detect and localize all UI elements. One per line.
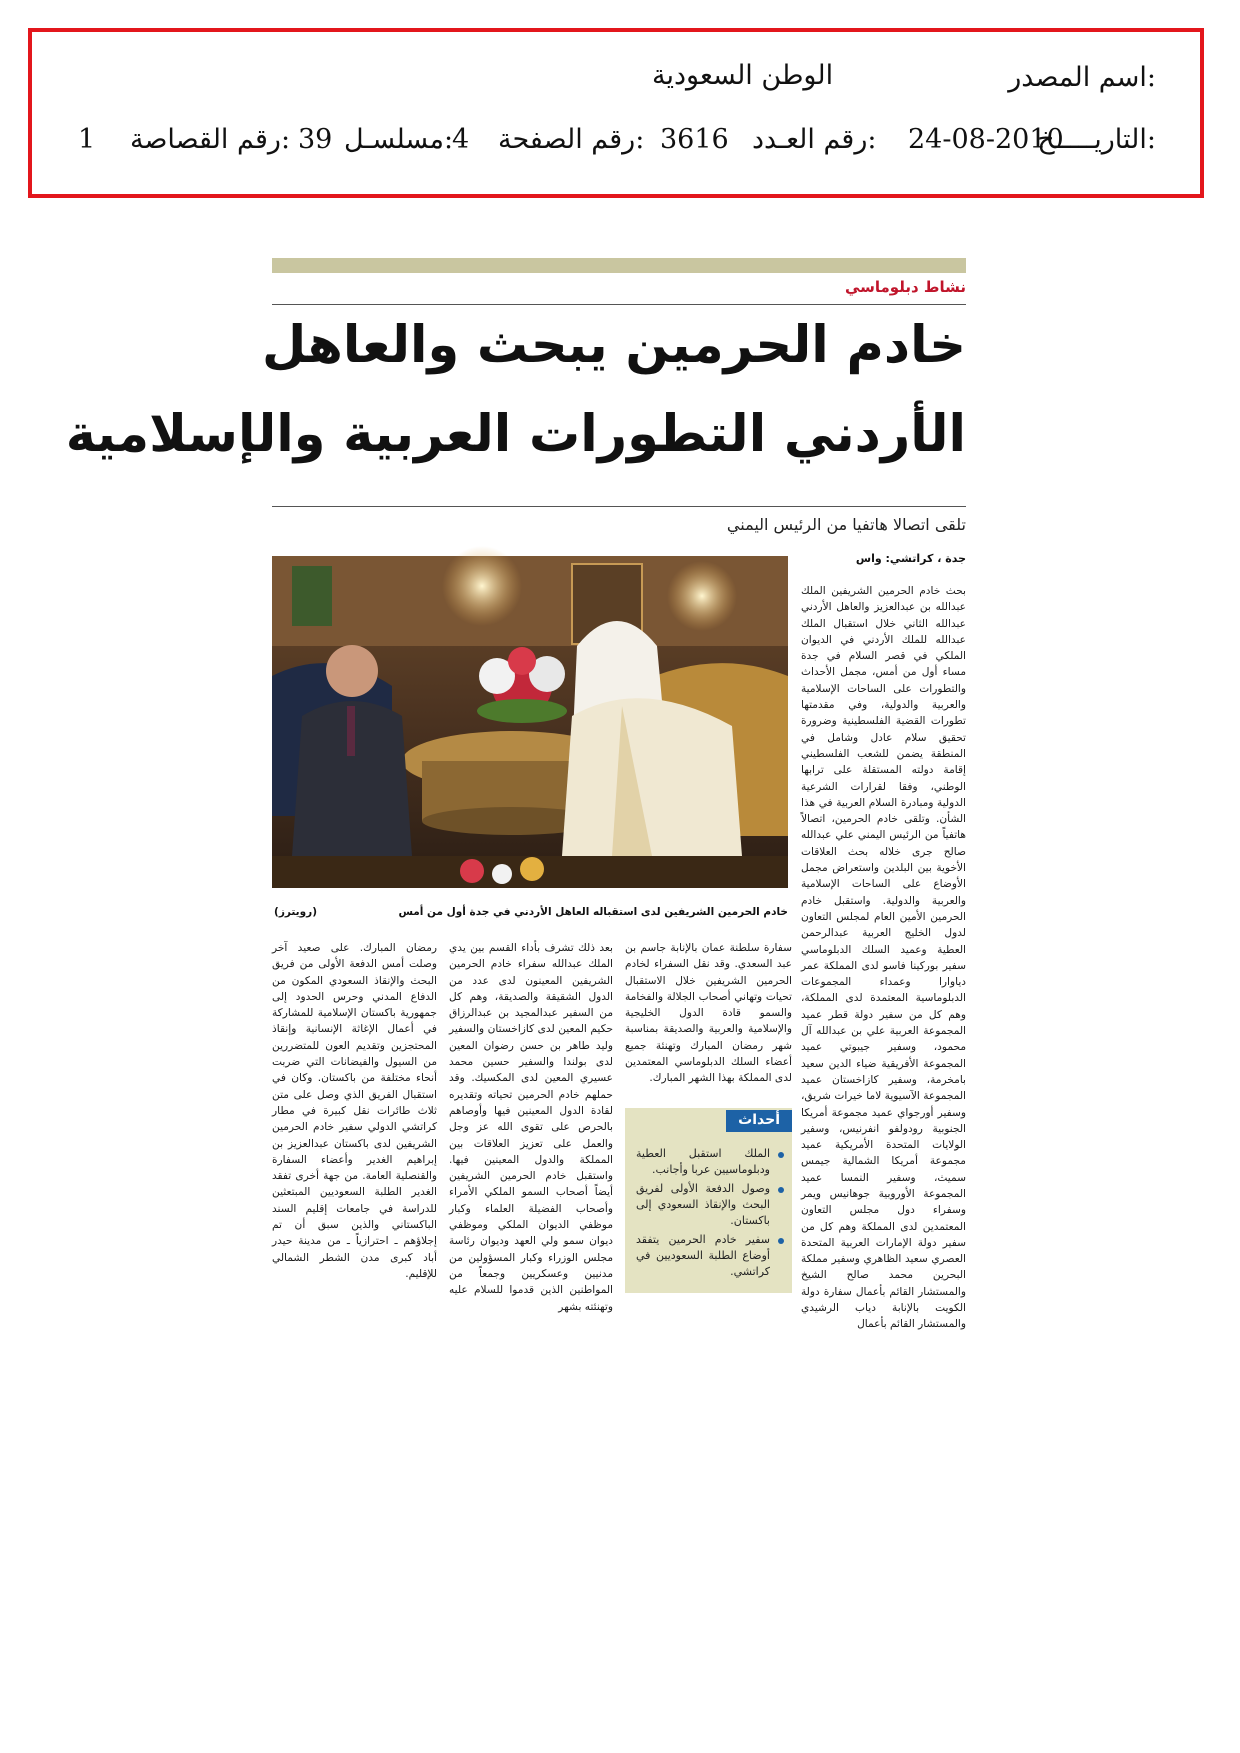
clip-label: رقم القصاصة:	[130, 124, 291, 155]
subheadline: تلقى اتصالا هاتفيا من الرئيس اليمني	[726, 515, 966, 534]
divider-headline	[272, 506, 966, 507]
headline-line1: خادم الحرمين يبحث والعاهل	[262, 316, 966, 375]
events-item	[636, 1232, 784, 1280]
bullet-icon	[778, 1238, 784, 1244]
body-column-2	[625, 940, 792, 1100]
events-item	[636, 1146, 784, 1178]
headline-line2: الأردني التطورات العربية والإسلامية	[65, 405, 966, 464]
body-text-col4: رمضان المبارك. على صعيد آخر وصلت أمس الدفعة الأولى من فريق البحث والإنقاذ السعودي المكون من الدفاع المدني وحرس الحدود إلى جمهورية باكستان الإسلامية للمشاركة في أعمال الإغاثة الإنسانية وإنقاذ المحتجزين وتقديم العون للمتضررين من السيول والفيضانات التي ضربت أنحاء مختلفة من باكستان. وكان في استقبال الفريق الذي وصل على متن ثلاث طائرات نقل كبيرة في مطار كراتشي الدولي سفير خادم الحرمين الشريفين لدى باكستان عبدالعزيز بن إبراهيم الغدير وأعضاء السفارة والقنصلية العامة. من جهة أخرى تفقد الغدير الطلبة السعوديين المبتعثين للدراسة في جامعات إقليم السند الباكستاني والذين سبق أن تم إجلاؤهم ـ احترازياً ـ من مدينة حيدر أباد كبرى مدن الشطر الشمالي للإقليم.	[272, 942, 437, 1280]
body-column-1	[801, 583, 966, 1331]
date-label: التاريـــــخ:	[1037, 124, 1156, 155]
events-item	[636, 1181, 784, 1229]
serial-value: 39	[298, 124, 333, 155]
clip-value: 1	[78, 124, 96, 155]
source-label: اسم المصدر:	[1008, 62, 1156, 93]
body-column-4	[272, 940, 437, 1295]
events-item-text: سفير خادم الحرمين يتفقد أوضاع الطلبة السعوديين في كراتشي.	[636, 1233, 770, 1278]
issue-value: 3616	[660, 124, 729, 155]
top-color-bar	[272, 258, 966, 273]
events-title: أحداث	[726, 1110, 792, 1132]
events-item-text: وصول الدفعة الأولى لفريق البحث والإنقاذ السعودي إلى باكستان.	[636, 1182, 770, 1227]
date-value: 24-08-2010	[908, 124, 1064, 155]
divider-top	[272, 304, 966, 305]
source-value: الوطن السعودية	[652, 60, 834, 91]
body-column-3	[449, 940, 613, 1313]
events-list	[636, 1146, 784, 1283]
photo-credit: (رويترز)	[274, 906, 318, 918]
body-text-col3: بعد ذلك تشرف بأداء القسم بين يدي الملك عبدالله سفراء خادم الحرمين الشريفين المعينون لدى عدد من الدول الشقيقة والصديقة، وهم كل من السفير عبدالمجيد بن عبدالرزاق حكيم المعين لدى كازاخستان والسفير وليد طاهر بن حسن رضوان المعين لدى بولندا والسفير حسين محمد عسيري المعين لدى المكسيك. وقد حملهم خادم الحرمين تحياته وتقديره لقادة الدول المعينين فيها وأوصاهم بالحرص على تقوى الله عز وجل والعمل على تعزيز العلاقات بين المملكة والدول المعينين فيها. واستقبل خادم الحرمين الشريفين أيضاً أصحاب السمو الملكي الأمراء وأصحاب الفضيلة العلماء وكبار موظفي الديوان الملكي وموظفي ديوان سمو ولي العهد وديوان رئاسة مجلس الوزراء وكبار المسؤولين من مدنيين وعسكريين وجمعاً من المواطنين الذين قدموا للسلام عليه وتهنئته بشهر	[449, 942, 613, 1313]
dateline: جدة ، كراتشي: واس	[855, 552, 966, 565]
events-item-text: الملك استقبل العطية ودبلوماسيين عربا وأجانب.	[636, 1147, 770, 1176]
issue-label: رقم العـدد:	[752, 124, 877, 155]
bullet-icon	[778, 1187, 784, 1193]
page-value: 4	[452, 124, 470, 155]
section-label: نشاط دبلوماسي	[844, 278, 966, 296]
body-text-col1: بحث خادم الحرمين الشريفين الملك عبدالله بن عبدالعزيز والعاهل الأردني عبدالله الثاني خلال استقبال الملك عبدالله للملك الأردني في الديوان الملكي في قصر السلام في جدة مساء أول من أمس، مجمل الأحداث والتطورات على الساحات الإسلامية والعربية والدولية، وفي مقدمتها تطورات القضية الفلسطينية وضرورة تحقيق سلام عادل وشامل في المنطقة يضمن للشعب الفلسطيني إقامة دولته المستقلة على ترابها الوطني، وفقا لقرارات الشرعية الدولية ومبادرة السلام العربية في هذا الشأن. وتلقى خادم الحرمين، اتصالاً هاتفياً من الرئيس اليمني علي عبدالله صالح جرى خلاله بحث العلاقات الأخوية بين البلدين واستعراض مجمل الأوضاع على الساحات الإسلامية والعربية والدولية. واستقبل خادم الحرمين الأمين العام لمجلس التعاون لدول الخليج العربية عبدالرحمن العطية وعميد السلك الدبلوماسي سفير بوركينا فاسو لدى المملكة عمر دياوارا وعمداء المجموعات الدبلوماسية المعتمدة لدى المملكة، وهم كل من سفير دولة قطر عميد المجموعة العربية علي بن عبدالله آل محمود، وسفير جيبوتي عميد المجموعة الأفريقية ضياء الدين سعيد بامخرمة، وسفير كازاخستان عميد المجموعة الآسيوية لاما خيرات شريق، وسفير أورجواي عميد مجموعة أمريكا الجنوبية رودولفو انفرنيس، وسفير الولايات المتحدة الأمريكية عميد مجموعة أمريكا الشمالية جيمس سميث، وسفير النمسا عميد المجموعة الأوروبية جوهانيس ويمر وسفراء دول مجلس التعاون المعتمدين لدى المملكة وهم كل من سفير دولة الإمارات العربية المتحدة العصري سعيد الظاهري وسفير مملكة البحرين محمد صالح الشيخ والمستشار القائم بأعمال سفارة دولة الكويت بالإنابة دياب الرشيدي والمستشار القائم بأعمال	[801, 585, 966, 1331]
serial-label: مسلسـل:	[344, 124, 454, 155]
bullet-icon	[778, 1152, 784, 1158]
clipping-header	[28, 28, 1204, 198]
photo-caption: خادم الحرمين الشريفين لدى استقباله العاهل الأردني في جدة أول من أمس	[398, 906, 788, 918]
article-photo	[272, 556, 788, 888]
page-label: رقم الصفحة:	[498, 124, 645, 155]
body-text-col2: سفارة سلطنة عمان بالإنابة جاسم بن عبد السعدي. وقد نقل السفراء لخادم الحرمين الشريفين خلال الاستقبال تحيات وتهاني أصحاب الجلالة والفخامة والسمو قادة الدول الخليجية والإسلامية والعربية والصديقة بمناسبة شهر رمضان المبارك وتهنئة جميع أعضاء السلك الدبلوماسي المعتمدين لدى المملكة بهذا الشهر المبارك.	[625, 942, 792, 1085]
events-box	[625, 1108, 792, 1293]
